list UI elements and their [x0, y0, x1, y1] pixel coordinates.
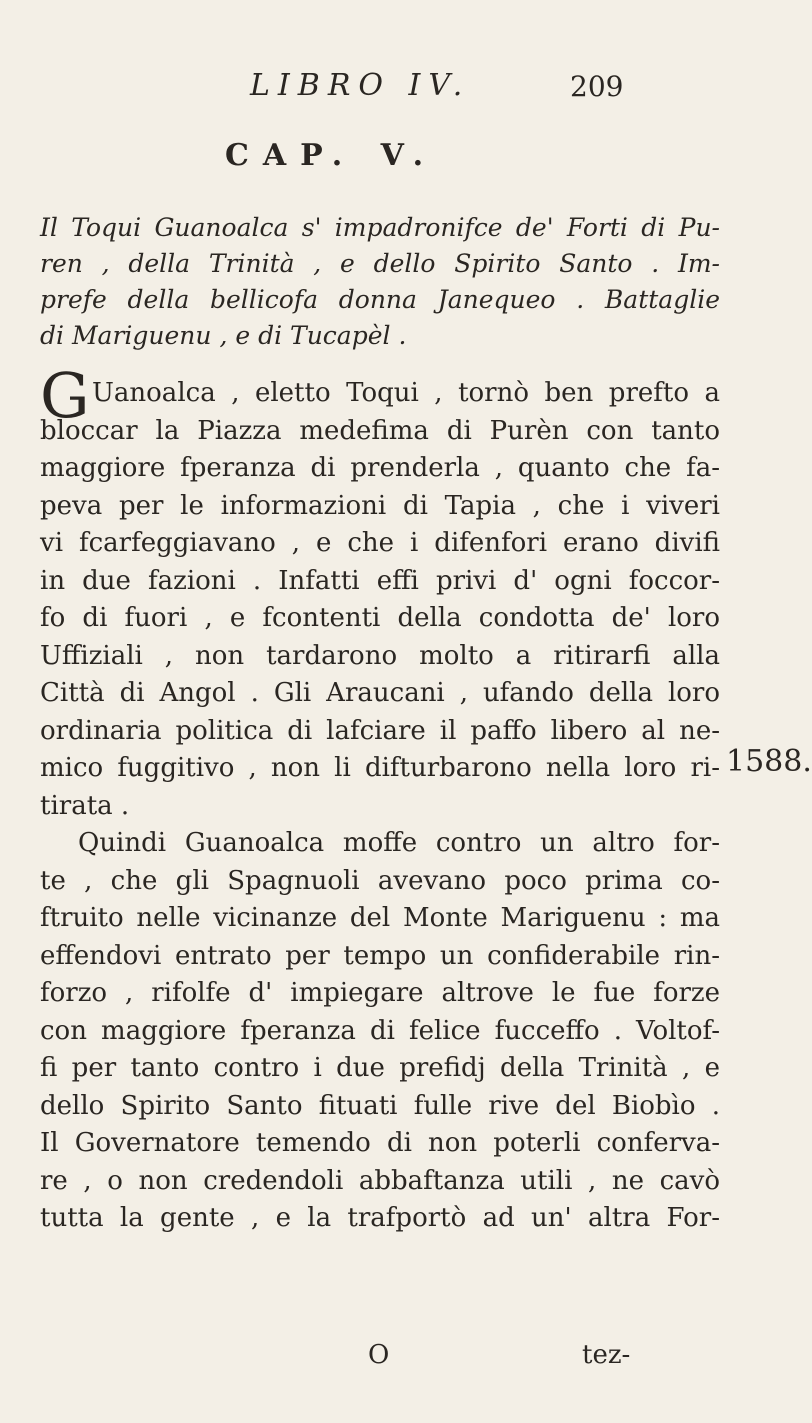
running-head: [0, 68, 800, 108]
body-line: Uffiziali , non tardarono molto a ritirarfi alla: [40, 640, 720, 671]
summary-line: prefe della bellicofa donna Janequeo . Battaglie: [40, 285, 720, 314]
body-line: te , che gli Spagnuoli avevano poco prima co-: [40, 865, 720, 896]
body-line: ftruito nelle vicinanze del Monte Mariguenu : ma: [40, 903, 720, 933]
page-number: 209: [570, 70, 624, 103]
body-line: re , o non credendoli abbaftanza utili , ne cavò: [40, 1165, 720, 1196]
body-line: Città di Angol . Gli Araucani , ufando della loro: [40, 678, 720, 708]
catchword: tez-: [582, 1340, 631, 1370]
margin-year-note: 1588.: [726, 744, 812, 779]
body-line: peva per le informazioni di Tapia , che i viveri: [40, 490, 720, 521]
chapter-summary: [40, 210, 720, 354]
body-line: bloccar la Piazza medefima di Purèn con tanto: [40, 415, 720, 446]
signature-mark: O: [368, 1340, 390, 1370]
body-text: [40, 375, 720, 1238]
body-line: tutta la gente , e la trafportò ad un' altra For-: [40, 1203, 720, 1233]
body-line: vi fcarfeggiavano , e che i difenfori erano divifi: [40, 528, 720, 558]
body-line: tirata .: [40, 790, 130, 821]
body-line: forzo , rifolfe d' impiegare altrove le fue forze: [40, 978, 720, 1008]
body-line: con maggiore fperanza di felice fucceffo . Voltof-: [40, 1015, 720, 1046]
body-line: in due fazioni . Infatti effi privi d' ogni foccor-: [40, 565, 720, 596]
body-line: dello Spirito Santo fituati fulle rive del Biobìo .: [40, 1090, 720, 1121]
body-line: ordinaria politica di lafciare il paffo libero al ne-: [40, 715, 720, 746]
drop-cap: G: [40, 359, 90, 432]
body-line: maggiore fperanza di prenderla , quanto che fa-: [40, 453, 720, 483]
page-footer: [0, 1340, 800, 1380]
body-line: Uanoalca , eletto Toqui , tornò ben prefto a: [92, 378, 720, 408]
body-line: effendovi entrato per tempo un confiderabile rin-: [40, 940, 720, 971]
chapter-heading: CAP. V.: [225, 138, 438, 173]
book-title: LIBRO IV.: [250, 68, 471, 103]
body-line: fi per tanto contro i due prefidj della Trinità , e: [40, 1053, 720, 1083]
body-line: Il Governatore temendo di non poterli conferva-: [40, 1128, 720, 1158]
body-line: Quindi Guanoalca moffe contro un altro for-: [78, 828, 720, 858]
body-line: mico fuggitivo , non li difturbarono nella loro ri-: [40, 753, 720, 783]
body-line: fo di fuori , e fcontenti della condotta de' loro: [40, 603, 720, 633]
summary-line: Il Toqui Guanoalca s' impadronifce de' Forti di Pu-: [40, 213, 720, 242]
summary-line: ren , della Trinità , e dello Spirito Santo . Im-: [40, 249, 720, 278]
summary-line: di Mariguenu , e di Tucapèl .: [40, 321, 407, 350]
